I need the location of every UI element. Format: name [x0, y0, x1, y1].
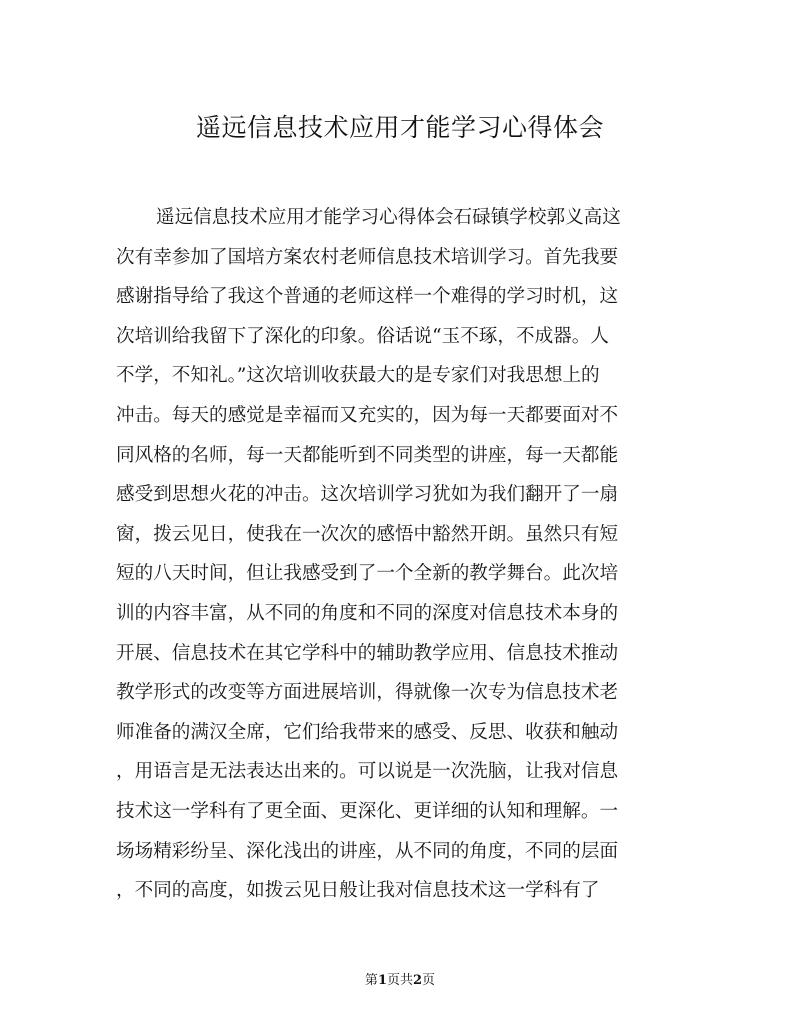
body-line: 开展、信息技术在其它学科中的辅助教学应用、信息技术推动 [116, 642, 619, 664]
body-line: 同风格的名师，每一天都能听到不同类型的讲座，每一天都能 [116, 444, 619, 466]
body-line: 次有幸参加了国培方案农村老师信息技术培训学习。首先我要 [116, 246, 619, 268]
body-line: 次培训给我留下了深化的印象。俗话说“玉不琢，不成器。人 [116, 325, 609, 347]
body-line: 训的内容丰富，从不同的角度和不同的深度对信息技术本身的 [116, 602, 619, 624]
document-body [116, 198, 636, 911]
footer-suffix: 页 [422, 973, 436, 988]
body-line: 感受到思想火花的冲击。这次培训学习犹如为我们翻开了一扇 [116, 484, 619, 506]
footer-prefix: 第 [364, 973, 378, 988]
body-line: 遥远信息技术应用才能学习心得体会石碌镇学校郭义高这 [156, 207, 621, 228]
current-page-number: 1 [377, 973, 387, 988]
body-line: 感谢指导给了我这个普通的老师这样一个难得的学习时机，这 [116, 286, 619, 308]
total-pages-number: 2 [413, 973, 423, 988]
body-line: 不学，不知礼。”这次培训收获最大的是专家们对我思想上的 [116, 365, 600, 387]
page-footer [0, 972, 800, 990]
document-title: 遥远信息技术应用才能学习心得体会 [195, 113, 604, 142]
body-line: 窗，拨云见日，使我在一次次的感悟中豁然开朗。虽然只有短 [116, 523, 619, 545]
body-line: 教学形式的改变等方面进展培训，得就像一次专为信息技术老 [116, 682, 619, 704]
body-line: 冲击。每天的感觉是幸福而又充实的，因为每一天都要面对不 [116, 404, 619, 426]
footer-middle: 页共 [386, 973, 413, 988]
body-line: ，不同的高度，如拨云见日般让我对信息技术这一学科有了 [116, 880, 600, 902]
body-line: 场场精彩纷呈、深化浅出的讲座，从不同的角度，不同的层面 [116, 840, 619, 862]
body-line: 师准备的满汉全席，它们给我带来的感受、反思、收获和触动 [116, 721, 619, 743]
body-line: 技术这一学科有了更全面、更深化、更详细的认知和理解。一 [116, 800, 619, 822]
body-line: 短的八天时间，但让我感受到了一个全新的教学舞台。此次培 [116, 563, 619, 585]
body-line: ，用语言是无法表达出来的。可以说是一次洗脑，让我对信息 [116, 761, 619, 783]
